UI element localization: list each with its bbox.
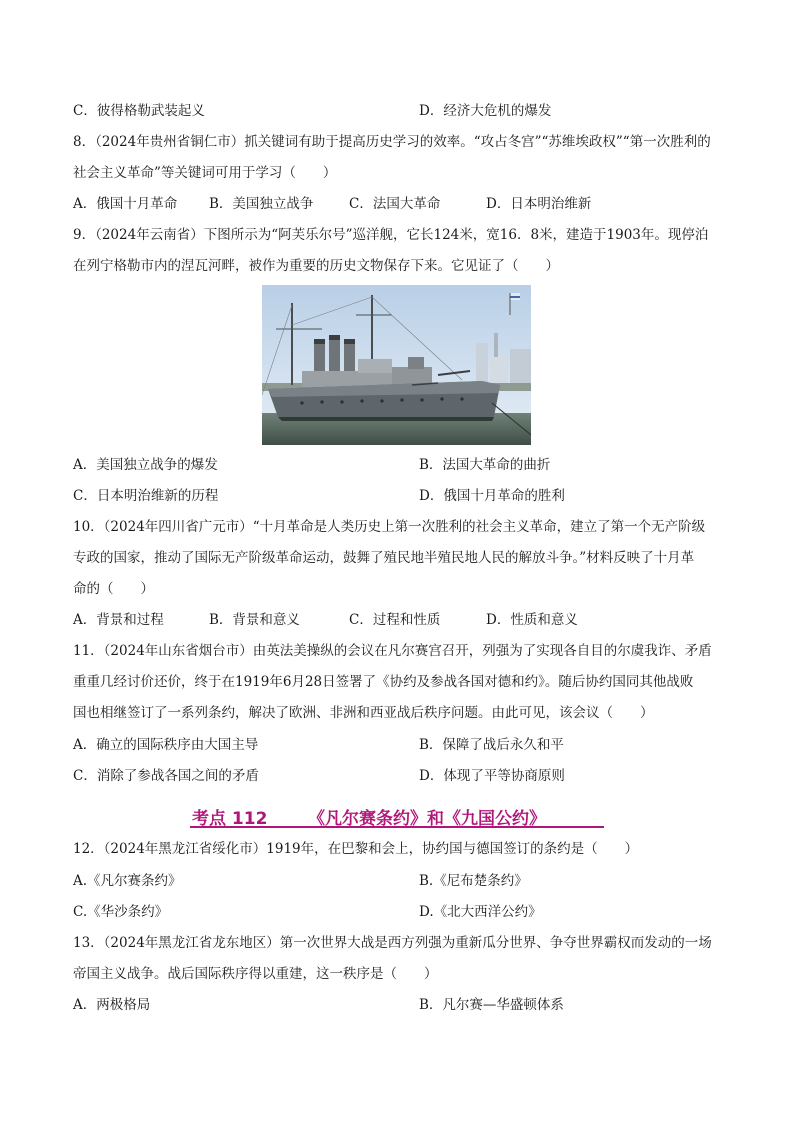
q9-stem-line2: 在列宁格勒市内的涅瓦河畔，被作为重要的历史文物保存下来。它见证了（ ） xyxy=(73,258,559,274)
q12-option-b: B.《尼布楚条约》 xyxy=(419,873,528,889)
q12-option-a: A.《凡尔赛条约》 xyxy=(73,873,182,889)
q13-option-a: A．两极格局 xyxy=(73,997,151,1013)
q11-option-c: C．消除了参战各国之间的矛盾 xyxy=(73,768,259,784)
q12-stem-line1: 12．（2024年黑龙江省绥化市）1919年，在巴黎和会上，协约国与德国签订的条约是（ ） xyxy=(73,841,639,857)
q12-option-d: D.《北大西洋公约》 xyxy=(419,904,542,920)
q12-options-row2 xyxy=(73,903,542,921)
q10-stem-line1: 10．（2024年四川省广元市）“十月革命是人类历史上第一次胜利的社会主义革命，建立了第一个无产阶级 xyxy=(73,519,706,535)
q10-option-c: C．过程和性质 xyxy=(349,612,441,628)
q9-options-row1 xyxy=(73,456,551,474)
q10-stem-line2: 专政的国家，推动了国际无产阶级革命运动，鼓舞了殖民地半殖民地人民的解放斗争。”材料反映了十月革 xyxy=(73,550,695,566)
q8-option-a: A．俄国十月革命 xyxy=(73,196,178,212)
q12-options-row1 xyxy=(73,872,528,890)
q7-option-c: C．彼得格勒武装起义 xyxy=(73,103,205,119)
q8-option-d: D．日本明治维新 xyxy=(486,196,592,212)
q9-stem-line1: 9．（2024年云南省）下图所示为“阿芙乐尔号”巡洋舰，它长124米，宽16．8米，建造于1903年。现停泊 xyxy=(73,227,709,243)
q11-stem-line2: 重重几经讨价还价，终于在1919年6月28日签署了《协约及参战各国对德和约》。随后协约国同其他战败 xyxy=(73,674,694,690)
q10-stem-line3: 命的（ ） xyxy=(73,581,154,597)
section-number: 考点 112 xyxy=(192,809,268,829)
q7-options xyxy=(73,102,552,120)
q8-option-c: C．法国大革命 xyxy=(349,196,441,212)
q12-option-c: C.《华沙条约》 xyxy=(73,904,169,920)
q8-option-b: B．美国独立战争 xyxy=(209,196,314,212)
q9-option-b: B．法国大革命的曲折 xyxy=(419,457,551,473)
q9-options-row2 xyxy=(73,487,565,505)
q11-option-d: D．体现了平等协商原则 xyxy=(419,768,565,784)
q11-option-a: A．确立的国际秩序由大国主导 xyxy=(73,737,259,753)
q13-stem-line2: 帝国主义战争。战后国际秩序得以重建，这一秩序是（ ） xyxy=(73,966,438,982)
q10-options xyxy=(73,611,578,629)
q10-option-a: A．背景和过程 xyxy=(73,612,164,628)
q7-option-d: D．经济大危机的爆发 xyxy=(419,103,552,119)
section-heading xyxy=(190,804,604,828)
q10-option-b: B．背景和意义 xyxy=(209,612,300,628)
q8-stem-line1: 8．（2024年贵州省铜仁市）抓关键词有助于提高历史学习的效率。“攻占冬宫”“苏维埃政权”“第一次胜利的 xyxy=(73,134,711,150)
q13-option-b: B．凡尔赛—华盛顿体系 xyxy=(419,997,564,1013)
q8-stem-line2: 社会主义革命”等关键词可用于学习（ ） xyxy=(73,165,337,181)
aurora-cruiser-photo xyxy=(262,285,531,445)
q13-options-row1 xyxy=(73,996,564,1014)
q11-stem-line1: 11．（2024年山东省烟台市）由英法美操纵的会议在凡尔赛宫召开，列强为了实现各自目的尔虞我诈、矛盾 xyxy=(73,643,712,659)
q11-option-b: B．保障了战后永久和平 xyxy=(419,737,564,753)
q10-option-d: D．性质和意义 xyxy=(486,612,578,628)
q8-options xyxy=(73,195,592,213)
q9-option-c: C．日本明治维新的历程 xyxy=(73,488,219,504)
q11-options-row2 xyxy=(73,767,565,785)
q11-stem-line3: 国也相继签订了一系列条约，解决了欧洲、非洲和西亚战后秩序问题。由此可见，该会议（ ） xyxy=(73,705,654,721)
aurora-cruiser-illustration xyxy=(262,285,531,445)
q9-option-d: D．俄国十月革命的胜利 xyxy=(419,488,565,504)
section-title: 《凡尔赛条约》和《九国公约》 xyxy=(308,809,546,829)
q11-options-row1 xyxy=(73,736,564,754)
q9-option-a: A．美国独立战争的爆发 xyxy=(73,457,218,473)
q13-stem-line1: 13．（2024年黑龙江省龙东地区）第一次世界大战是西方列强为重新瓜分世界、争夺世界霸权而发动的一场 xyxy=(73,935,712,951)
